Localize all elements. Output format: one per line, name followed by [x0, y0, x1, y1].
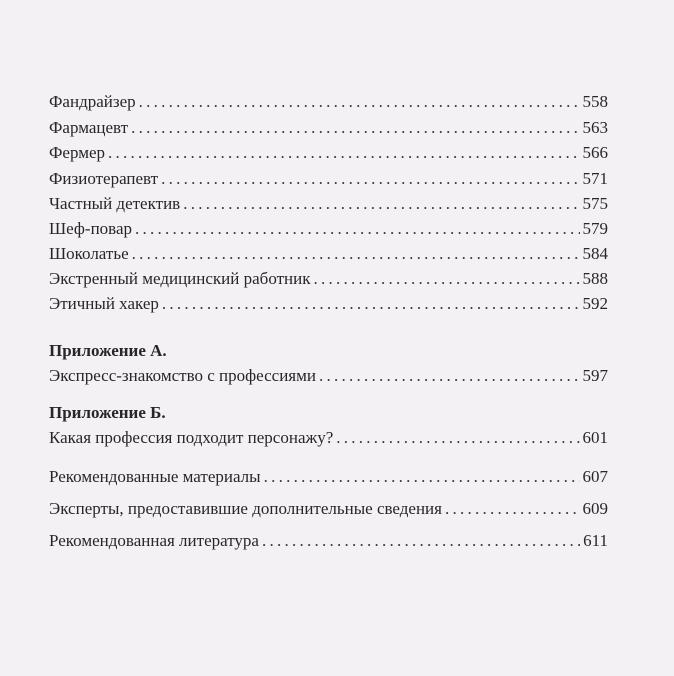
- dot-leader: [313, 269, 579, 289]
- toc-entry-page: 575: [582, 194, 608, 213]
- toc-entry-fundraiser: [49, 92, 608, 112]
- toc-entry-farmer: [49, 143, 608, 163]
- toc-entry-page: 563: [582, 118, 608, 137]
- dot-leader: [131, 118, 579, 138]
- toc-entry-page: 566: [582, 143, 608, 162]
- toc-entry-title: Рекомендованная литература: [49, 531, 259, 550]
- toc-entry-appendix-b: [49, 428, 608, 448]
- toc-entry-page: 592: [582, 294, 608, 313]
- toc-entry-pharmacist: [49, 118, 608, 138]
- dot-leader: [264, 467, 580, 487]
- toc-entry-recommended-literature: [49, 531, 608, 551]
- toc-entry-title: Экстренный медицинский работник: [49, 269, 311, 288]
- toc-entry-page: 601: [582, 428, 608, 447]
- toc-entry-title: Экспресс-знакомство с профессиями: [49, 366, 316, 385]
- toc-entry-page: 579: [582, 219, 608, 238]
- toc-entry-recommended-materials: [49, 467, 608, 487]
- dot-leader: [262, 531, 580, 551]
- toc-entry-experts: [49, 499, 608, 519]
- toc-entry-title: Физиотерапевт: [49, 169, 159, 188]
- toc-entry-appendix-a: [49, 366, 608, 386]
- dot-leader: [319, 366, 580, 386]
- dot-leader: [132, 244, 580, 264]
- dot-leader: [135, 219, 579, 239]
- toc-entry-title: Фандрайзер: [49, 92, 136, 111]
- dot-leader: [161, 169, 579, 189]
- toc-entry-page: 611: [583, 531, 608, 550]
- toc-entry-title: Этичный хакер: [49, 294, 159, 313]
- toc-entry-page: 597: [582, 366, 608, 385]
- toc-entry-title: Фармацевт: [49, 118, 129, 137]
- toc-entry-title: Рекомендованные материалы: [49, 467, 261, 486]
- toc-entry-page: 571: [582, 169, 608, 188]
- toc-entry-physiotherapist: [49, 169, 608, 189]
- toc-entry-title: Частный детектив: [49, 194, 181, 213]
- toc-entry-chef: [49, 219, 608, 239]
- toc-entry-private-detective: [49, 194, 608, 214]
- toc-entry-page: 584: [582, 244, 608, 263]
- toc-entry-title: Шеф-повар: [49, 219, 133, 238]
- toc-entry-emt: [49, 269, 608, 289]
- toc-entry-page: 588: [582, 269, 608, 288]
- dot-leader: [445, 499, 580, 519]
- toc-entry-title: Эксперты, предоставившие дополнительные сведения: [49, 499, 442, 518]
- dot-leader: [183, 194, 579, 214]
- dot-leader: [162, 294, 580, 314]
- dot-leader: [336, 428, 579, 448]
- toc-entry-title: Фермер: [49, 143, 106, 162]
- toc-entry-page: 558: [582, 92, 608, 111]
- dot-leader: [139, 92, 580, 112]
- toc-entry-ethical-hacker: [49, 294, 608, 314]
- toc-entry-page: 609: [582, 499, 608, 518]
- toc-entry-page: 607: [582, 467, 608, 486]
- dot-leader: [108, 143, 579, 163]
- toc-entry-title: Шоколатье: [49, 244, 129, 263]
- toc-entry-chocolatier: [49, 244, 608, 264]
- toc-entry-title: Какая профессия подходит персонажу?: [49, 428, 334, 447]
- appendix-a-heading: Приложение А.: [49, 341, 167, 360]
- appendix-b-heading: Приложение Б.: [49, 403, 166, 422]
